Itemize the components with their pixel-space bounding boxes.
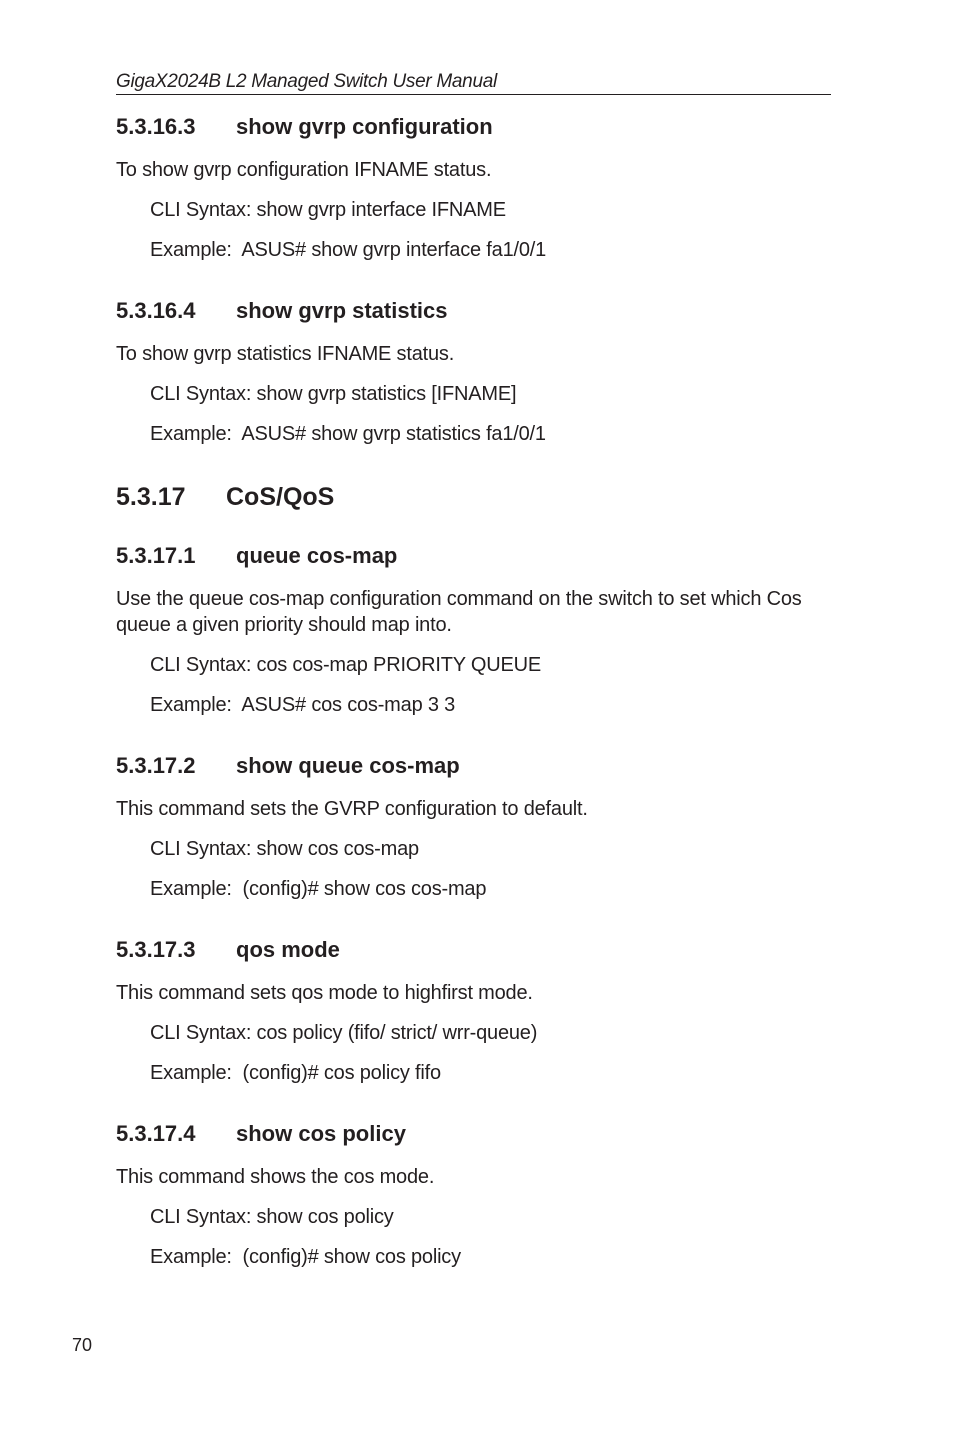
cli-example: Example: ASUS# show gvrp statistics fa1/0/1 (150, 423, 546, 445)
manual-title: GigaX2024B L2 Managed Switch User Manual (116, 71, 497, 92)
syntax-row (116, 652, 832, 678)
example-row (116, 1244, 832, 1270)
section-heading (116, 1120, 832, 1148)
section-body (116, 157, 832, 183)
example-row (116, 876, 832, 902)
cli-example: Example: (config)# show cos policy (150, 1246, 461, 1268)
cli-syntax: CLI Syntax: show gvrp interface IFNAME (150, 199, 506, 221)
cli-example: Example: (config)# cos policy fifo (150, 1062, 441, 1084)
cli-example: Example: ASUS# show gvrp interface fa1/0/1 (150, 239, 547, 261)
main-section-heading (116, 482, 832, 512)
section-number: 5.3.16.4 (116, 298, 196, 323)
syntax-row (116, 1020, 832, 1046)
section-description: To show gvrp configuration IFNAME status. (116, 159, 492, 181)
section-number: 5.3.17.2 (116, 753, 196, 778)
section-description: This command shows the cos mode. (116, 1166, 435, 1188)
syntax-row (116, 197, 832, 223)
cli-syntax: CLI Syntax: cos cos-map PRIORITY QUEUE (150, 654, 542, 676)
section-title: show gvrp statistics (236, 298, 448, 323)
section-show-cos-policy (116, 1120, 832, 1148)
section-body (116, 980, 832, 1006)
section-body (116, 341, 832, 367)
cli-syntax: CLI Syntax: show cos policy (150, 1206, 394, 1228)
section-description: This command sets qos mode to highfirst mode. (116, 982, 533, 1004)
section-body (116, 586, 832, 638)
cli-example: Example: (config)# show cos cos-map (150, 878, 487, 900)
example-row (116, 1060, 832, 1086)
section-heading (116, 936, 832, 964)
section-title: queue cos-map (236, 543, 398, 568)
section-show-gvrp-configuration (116, 113, 832, 141)
example-row (116, 421, 832, 447)
section-number: 5.3.16.3 (116, 114, 196, 139)
example-row (116, 237, 832, 263)
cli-example: Example: ASUS# cos cos-map 3 3 (150, 694, 456, 716)
section-queue-cos-map (116, 542, 832, 570)
section-title: show gvrp configuration (236, 114, 493, 139)
section-description: This command sets the GVRP configuration to default. (116, 798, 588, 820)
section-number: 5.3.17 (116, 483, 186, 511)
cli-syntax: CLI Syntax: show cos cos-map (150, 838, 419, 860)
running-header (116, 70, 831, 95)
section-title: CoS/QoS (226, 483, 335, 511)
section-heading (116, 297, 832, 325)
section-cos-qos (116, 482, 832, 512)
section-body (116, 796, 832, 822)
section-heading (116, 752, 832, 780)
section-body (116, 1164, 832, 1190)
section-show-queue-cos-map (116, 752, 832, 780)
section-qos-mode (116, 936, 832, 964)
section-title: show queue cos-map (236, 753, 460, 778)
section-heading (116, 113, 832, 141)
example-row (116, 692, 832, 718)
syntax-row (116, 836, 832, 862)
syntax-row (116, 381, 832, 407)
cli-syntax: CLI Syntax: cos policy (fifo/ strict/ wrr-queue) (150, 1022, 538, 1044)
syntax-row (116, 1204, 832, 1230)
section-number: 5.3.17.1 (116, 543, 196, 568)
section-number: 5.3.17.3 (116, 937, 196, 962)
section-title: qos mode (236, 937, 340, 962)
cli-syntax: CLI Syntax: show gvrp statistics [IFNAME] (150, 383, 517, 405)
section-description: To show gvrp statistics IFNAME status. (116, 343, 455, 365)
section-heading (116, 542, 832, 570)
section-description-line-2: queue a given priority should map into. (116, 614, 452, 636)
page-number: 70 (72, 1335, 93, 1355)
section-show-gvrp-statistics (116, 297, 832, 325)
section-description-line-1: Use the queue cos-map configuration command on the switch to set which Cos (116, 588, 802, 610)
section-number: 5.3.17.4 (116, 1121, 196, 1146)
section-title: show cos policy (236, 1121, 406, 1146)
